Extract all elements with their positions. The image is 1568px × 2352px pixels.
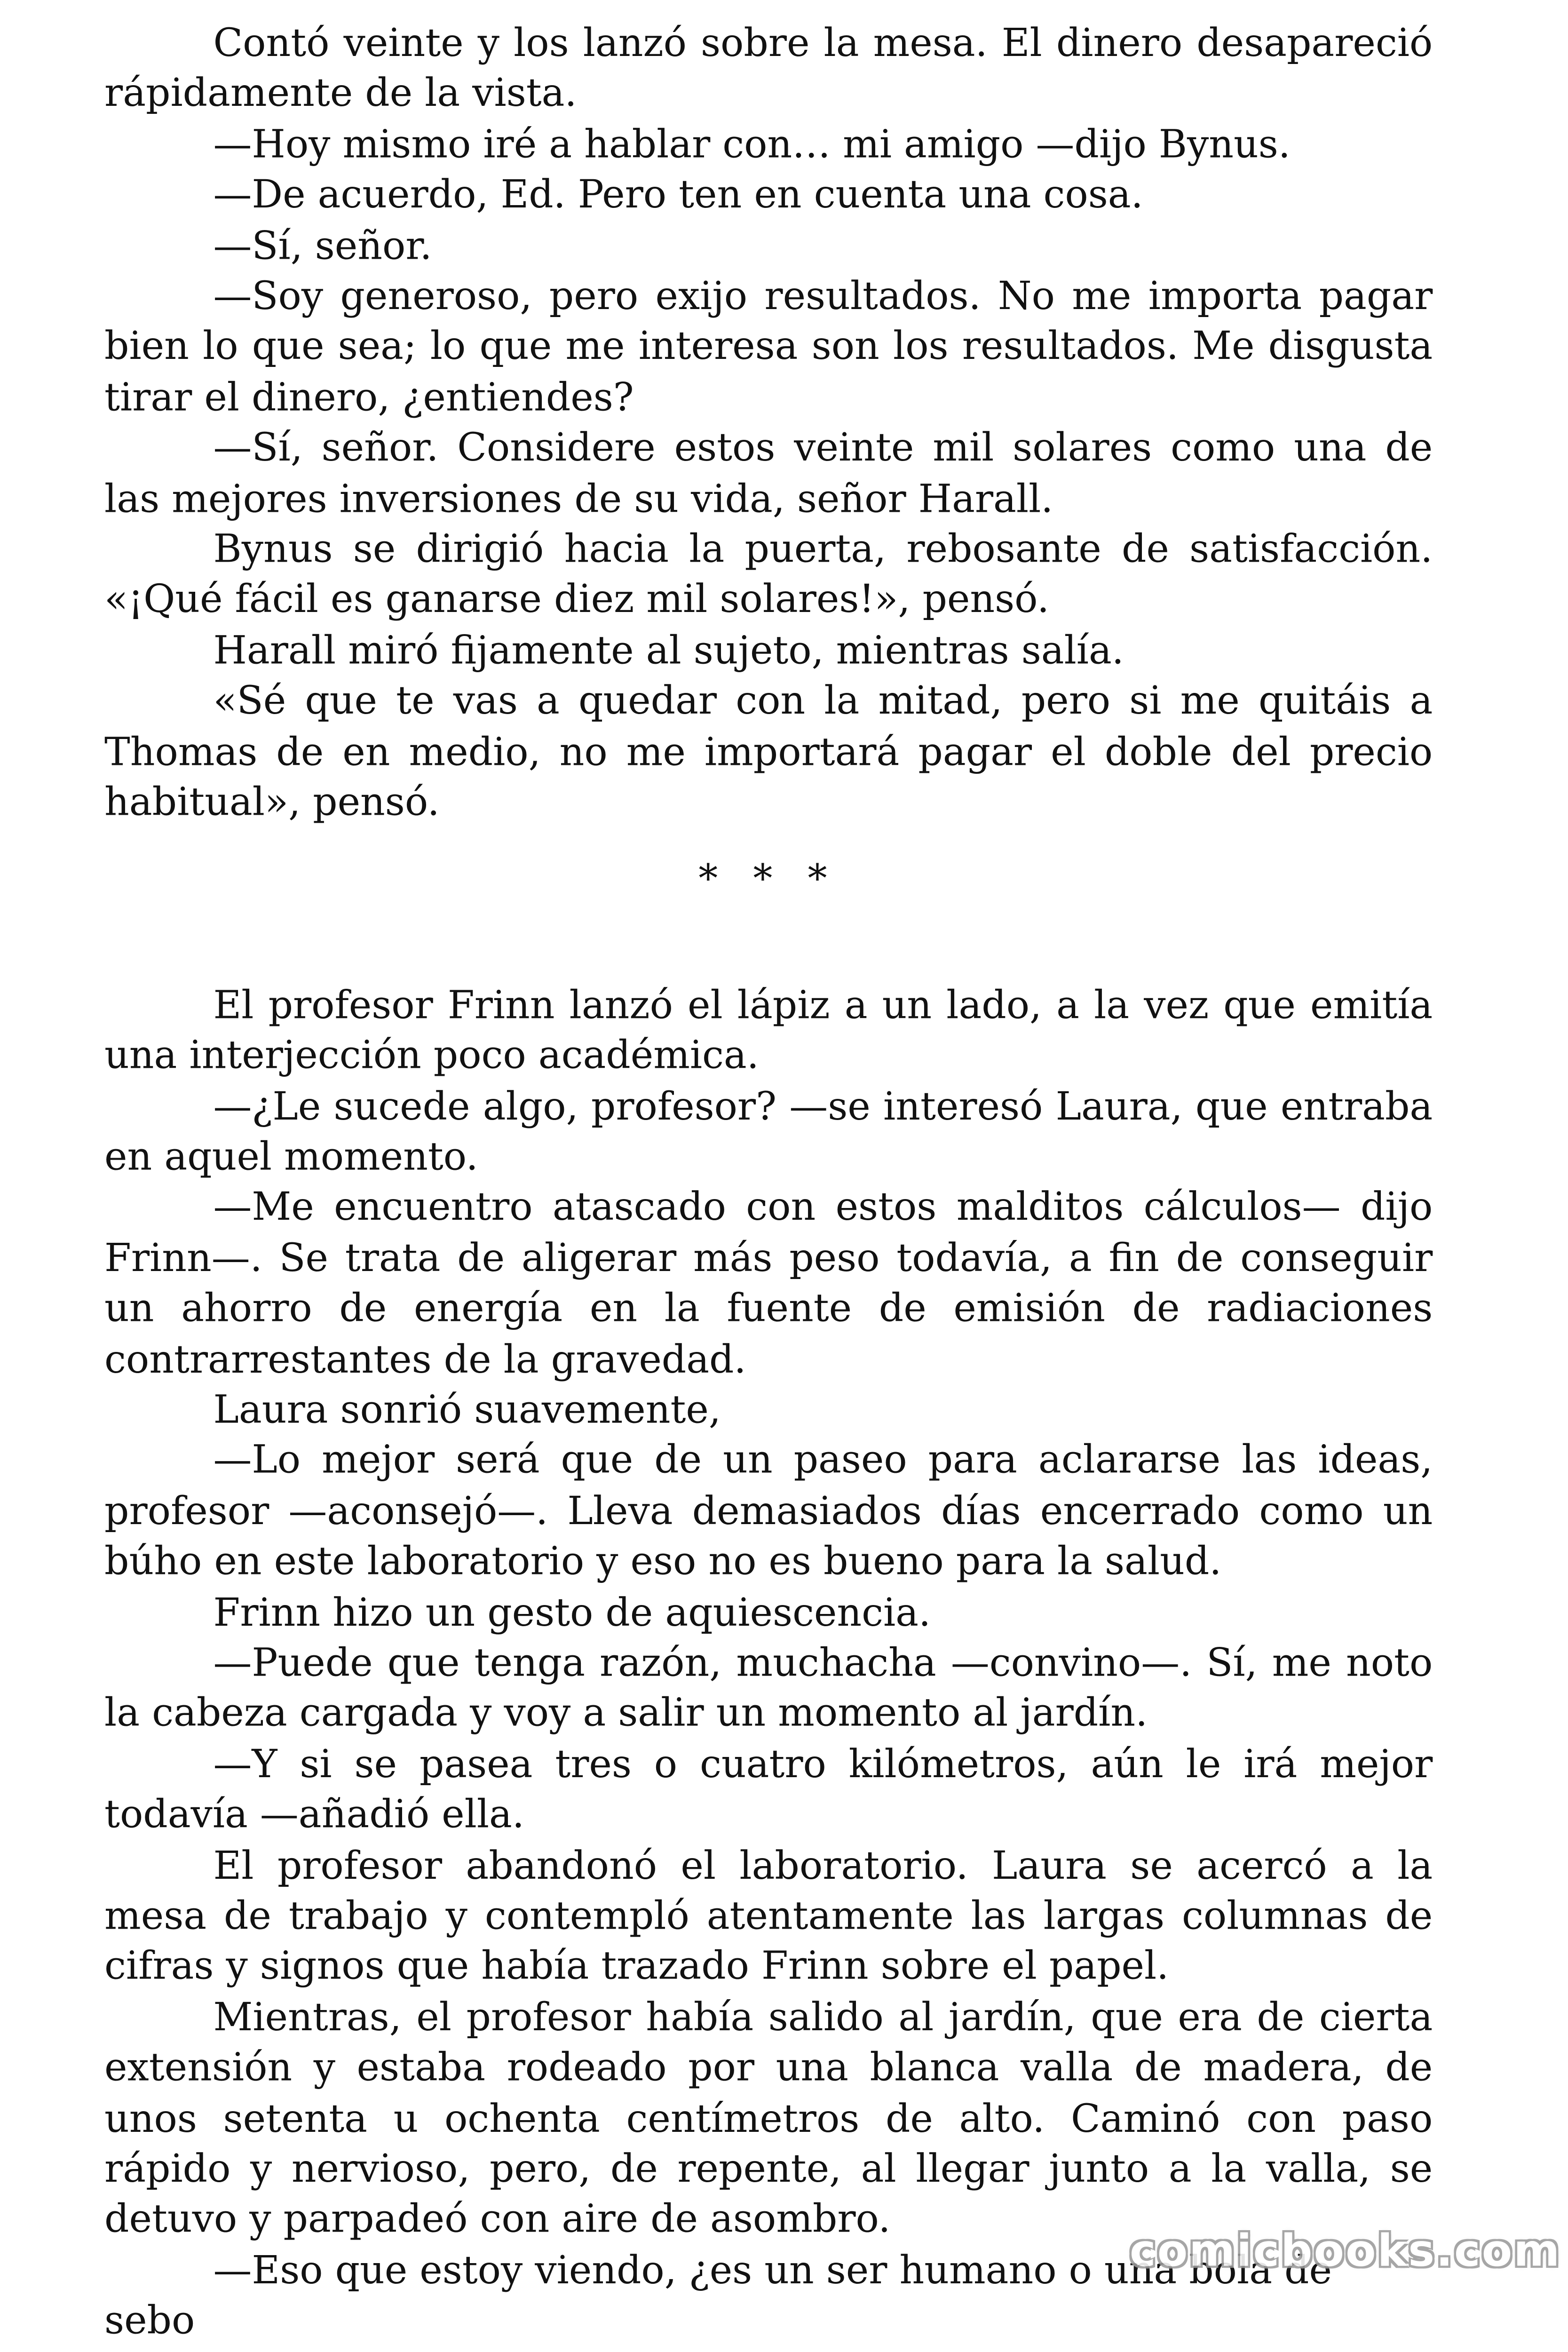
paragraph: —Eso que estoy viendo, ¿es un ser humano o una bola de sebo [104,2249,1332,2344]
separator-gap [104,930,1433,981]
paragraph: «Sé que te vas a quedar con la mitad, pero si me quitáis a Thomas de en medio, no me importará pagar el doble del precio habitual», pensó. [104,680,1433,826]
paragraph: —Soy generoso, pero exijo resultados. No me importa pagar bien lo que sea; lo que me interesa son los resultados. Me disgusta tirar el dinero, ¿entiendes? [104,275,1433,421]
paragraph: Mientras, el profesor había salido al jardín, que era de cierta extensión y estaba rodeado por una blanca valla de madera, de unos setenta u ochenta centímetros de alto. Caminó con paso rápido y nervioso, pero, de repente, al llegar junto a la valla, se detuvo y parpadeó con aire de asombro. [104,1996,1433,2243]
paragraph: —De acuerdo, Ed. Pero ten en cuenta una cosa. [213,174,1143,218]
paragraph: Harall miró fijamente al sujeto, mientras salía. [213,629,1124,674]
paragraph: —Lo mejor será que de un paseo para aclararse las ideas, profesor —aconsejó—. Lleva demasiados días encerrado como un búho en este laboratorio y eso no es bueno para la salud. [104,1439,1433,1585]
paragraph: Frinn hizo un gesto de aquiescencia. [213,1591,931,1636]
scene-separator: * * * [698,857,839,901]
paragraph: El profesor Frinn lanzó el lápiz a un lado, a la vez que emitía una interjección poco académica. [104,984,1433,1079]
paragraph: —Me encuentro atascado con estos malditos cálculos— dijo Frinn—. Se trata de aligerar más peso todavía, a fin de conseguir un ahorro de energía en la fuente de emisión de radiaciones contrarrestantes de la gravedad. [104,1186,1433,1383]
paragraph: —Sí, señor. [213,224,432,269]
paragraph: —Hoy mismo iré a hablar con… mi amigo —dijo Bynus. [213,123,1291,167]
paragraph: —Puede que tenga razón, muchacha —convino—. Sí, me noto la cabeza cargada y voy a salir un momento al jardín. [104,1642,1433,1737]
text-column [104,19,1433,2348]
paragraph: —Sí, señor. Considere estos veinte mil solares como una de las mejores inversiones de su vida, señor Harall. [104,427,1433,522]
paragraph: —Y si se pasea tres o cuatro kilómetros, aún le irá mejor todavía —añadió ella. [104,1743,1433,1838]
paragraph: Laura sonrió suavemente, [213,1389,721,1433]
paragraph: Bynus se dirigió hacia la puerta, rebosante de satisfacción. «¡Qué fácil es ganarse diez mil solares!», pensó. [104,528,1433,623]
paragraph: —¿Le sucede algo, profesor? —se interesó Laura, que entraba en aquel momento. [104,1085,1433,1180]
paragraph: El profesor abandonó el laboratorio. Laura se acercó a la mesa de trabajo y contempló atentamente las largas columnas de cifras y signos que había trazado Frinn sobre el papel. [104,1844,1433,1990]
paragraph: Contó veinte y los lanzó sobre la mesa. El dinero desapareció rápidamente de la vista. [104,22,1433,117]
watermark-logo: comicbooks.com [1129,2226,1561,2278]
